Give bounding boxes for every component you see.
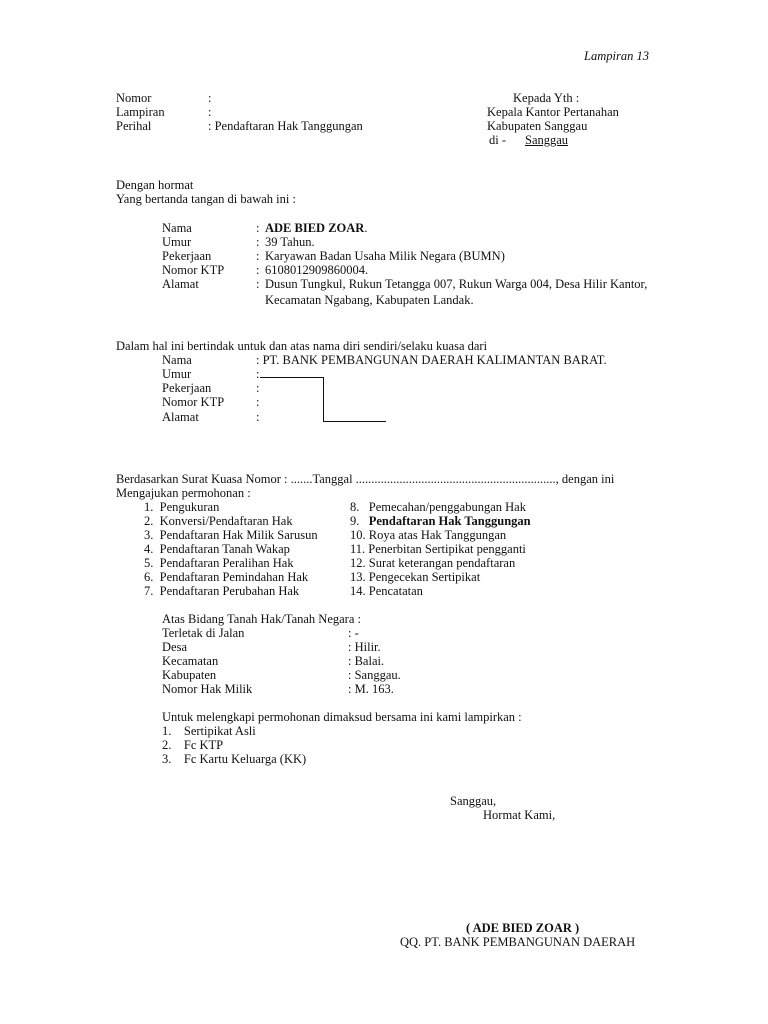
service-text: Pendaftaran Tanah Wakap	[159, 542, 290, 556]
service-text: Roya atas Hak Tanggungan	[368, 528, 507, 542]
service-item	[350, 542, 526, 556]
service-num: 14.	[350, 584, 366, 598]
signer-colon: :	[256, 263, 260, 277]
service-text: Pendaftaran Pemindahan Hak	[159, 570, 309, 584]
service-num: 4.	[144, 542, 154, 556]
land-value: : Sanggau.	[348, 668, 401, 682]
service-num: 1.	[144, 500, 154, 514]
surat-kuasa-line: Berdasarkan Surat Kuasa Nomor : .......Tanggal ................................................................, dengan ini	[116, 472, 615, 486]
lampiran-colon: :	[208, 105, 212, 119]
service-num: 13.	[350, 570, 366, 584]
signer-address-line2: Kecamatan Ngabang, Kabupaten Landak.	[265, 293, 474, 307]
acting-label: Pekerjaan	[162, 381, 212, 395]
acting-label: Nomor KTP	[162, 395, 225, 409]
closing-regards: Hormat Kami,	[483, 808, 556, 822]
attachment-num: 2.	[162, 738, 172, 752]
service-text: Pemecahan/penggabungan Hak	[368, 500, 526, 514]
service-num: 11.	[350, 542, 366, 556]
service-item	[350, 500, 526, 514]
service-text: Pendaftaran Perubahan Hak	[159, 584, 300, 598]
signer-value: Dusun Tungkul, Rukun Tetangga 007, Rukun Warga 004, Desa Hilir Kantor,	[265, 277, 648, 291]
mengajukan-text: Mengajukan permohonan :	[116, 486, 251, 500]
service-num: 5.	[144, 556, 154, 570]
acting-label: Umur	[162, 367, 192, 381]
signer-label: Nama	[162, 221, 192, 235]
closing-signer-org: QQ. PT. BANK PEMBANGUNAN DAERAH	[400, 935, 636, 949]
signer-colon: :	[256, 277, 260, 291]
signer-colon: :	[256, 249, 260, 263]
land-label: Terletak di Jalan	[162, 626, 245, 640]
service-num: 12.	[350, 556, 366, 570]
service-text: Pencatatan	[368, 584, 423, 598]
land-value: : Hilir.	[348, 640, 381, 654]
acting-value: :	[256, 367, 260, 381]
service-num: 6.	[144, 570, 154, 584]
service-num: 2.	[144, 514, 154, 528]
recipient-di-value: Sanggau	[525, 133, 569, 147]
service-item	[144, 584, 299, 598]
recipient-di-label: di -	[489, 133, 507, 147]
service-num: 7.	[144, 584, 154, 598]
signer-label: Alamat	[162, 277, 199, 291]
signer-name-suffix: .	[364, 221, 368, 235]
acting-value: :	[256, 395, 260, 409]
signer-label: Umur	[162, 235, 192, 249]
land-value: : Balai.	[348, 654, 385, 668]
land-intro: Atas Bidang Tanah Hak/Tanah Negara :	[162, 612, 361, 626]
acting-value: : PT. BANK PEMBANGUNAN DAERAH KALIMANTAN BARAT.	[256, 353, 607, 367]
recipient-line2: Kabupaten Sanggau	[487, 119, 588, 133]
bracket-top-line	[260, 377, 324, 378]
attachment-item	[162, 724, 256, 738]
service-num: 10.	[350, 528, 366, 542]
attachment-item	[162, 738, 223, 752]
signer-value: 39 Tahun.	[265, 235, 315, 249]
service-text: Pendaftaran Hak Tanggungan	[368, 514, 531, 528]
attachment-text: Sertipikat Asli	[183, 724, 256, 738]
signer-value: 6108012909860004.	[265, 263, 369, 277]
service-item	[144, 514, 293, 528]
closing-signer-name: ( ADE BIED ZOAR )	[466, 921, 580, 935]
land-value: : M. 163.	[348, 682, 394, 696]
recipient-kepada: Kepada Yth :	[513, 91, 580, 105]
service-text: Konversi/Pendaftaran Hak	[159, 514, 293, 528]
service-text: Surat keterangan pendaftaran	[368, 556, 516, 570]
lampiran-label: Lampiran	[116, 105, 165, 119]
service-item	[350, 514, 531, 528]
service-item	[144, 500, 219, 514]
attachment-num: 3.	[162, 752, 172, 766]
perihal-label: Perihal	[116, 119, 152, 133]
signer-value: Karyawan Badan Usaha Milik Negara (BUMN)	[265, 249, 505, 263]
service-item	[350, 584, 423, 598]
nomor-colon: :	[208, 91, 212, 105]
land-label: Nomor Hak Milik	[162, 682, 253, 696]
bracket-vertical-line	[323, 377, 324, 422]
service-num: 8.	[350, 500, 360, 514]
service-text: Pengecekan Sertipikat	[368, 570, 481, 584]
service-text: Penerbitan Sertipikat pengganti	[368, 542, 526, 556]
service-item	[350, 556, 515, 570]
service-item	[350, 570, 480, 584]
acting-label: Nama	[162, 353, 192, 367]
signer-label: Nomor KTP	[162, 263, 225, 277]
service-item	[144, 556, 294, 570]
closing-place: Sanggau,	[450, 794, 497, 808]
signer-name: ADE BIED ZOAR	[265, 221, 365, 235]
land-label: Kecamatan	[162, 654, 219, 668]
acting-label: Alamat	[162, 410, 199, 424]
land-value: : -	[348, 626, 359, 640]
land-label: Desa	[162, 640, 187, 654]
service-num: 9.	[350, 514, 360, 528]
signer-value	[265, 221, 367, 235]
signer-colon: :	[256, 235, 260, 249]
service-text: Pendaftaran Hak Milik Sarusun	[159, 528, 318, 542]
attachment-item	[162, 752, 306, 766]
attachment-number: Lampiran 13	[584, 49, 649, 63]
intro-text: Yang bertanda tangan di bawah ini :	[116, 192, 296, 206]
acting-value: :	[256, 410, 260, 424]
perihal-value: : Pendaftaran Hak Tanggungan	[208, 119, 363, 133]
greeting: Dengan hormat	[116, 178, 194, 192]
acting-value: :	[256, 381, 260, 395]
recipient-line1: Kepala Kantor Pertanahan	[487, 105, 619, 119]
bracket-bottom-line	[323, 421, 386, 422]
service-item	[144, 542, 290, 556]
service-item	[350, 528, 506, 542]
acting-intro: Dalam hal ini bertindak untuk dan atas nama diri sendiri/selaku kuasa dari	[116, 339, 488, 353]
service-text: Pendaftaran Peralihan Hak	[159, 556, 294, 570]
service-text: Pengukuran	[159, 500, 220, 514]
service-num: 3.	[144, 528, 154, 542]
signer-colon: :	[256, 221, 260, 235]
land-label: Kabupaten	[162, 668, 217, 682]
service-item	[144, 570, 308, 584]
attachment-num: 1.	[162, 724, 172, 738]
attachment-text: Fc Kartu Keluarga (KK)	[183, 752, 307, 766]
attachments-intro: Untuk melengkapi permohonan dimaksud bersama ini kami lampirkan :	[162, 710, 522, 724]
nomor-label: Nomor	[116, 91, 152, 105]
service-item	[144, 528, 318, 542]
signer-label: Pekerjaan	[162, 249, 212, 263]
attachment-text: Fc KTP	[183, 738, 224, 752]
